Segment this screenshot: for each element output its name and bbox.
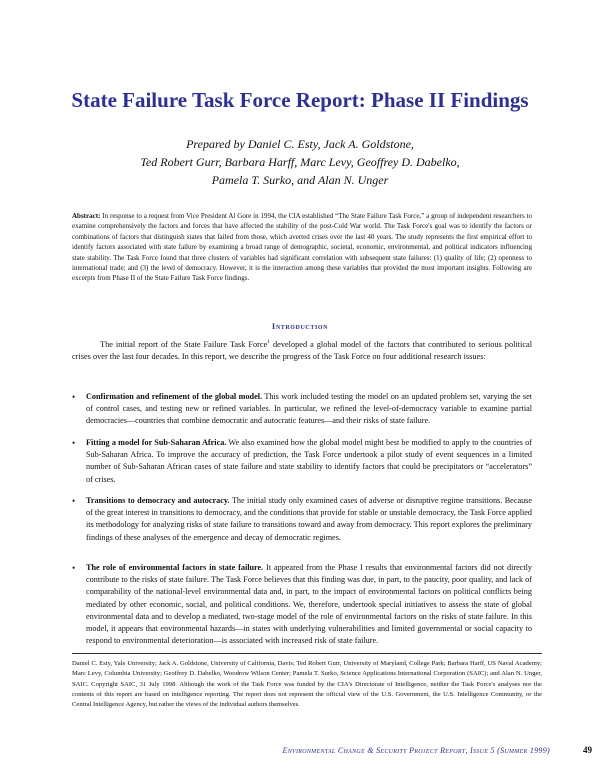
introduction-heading: Introduction xyxy=(271,321,329,331)
list-item xyxy=(72,437,532,486)
page-title: State Failure Task Force Report: Phase II Findings xyxy=(71,88,529,112)
bullet-icon: • xyxy=(72,438,76,448)
introduction-paragraph xyxy=(72,336,532,363)
bullet-text: The initial study only examined cases of adverse or disruptive regime transitions. Because of the great interest in transitions to democracy, and the conditions that provide for stable or unstable democracy, the Task Force applied its methodology for analyzing risks of state failure to transitions toward and away from democracy. This report explores the preliminary findings of these analyses of the emergence and decay of democratic regimes. xyxy=(86,496,533,542)
intro-text-part2: developed a global model of the factors that contributed to serious political crises over the last four decades. In this report, we describe the progress of the Task Force on four additional research issues: xyxy=(72,339,532,361)
author-line: Prepared by Daniel C. Esty, Jack A. Goldstone, xyxy=(186,137,414,151)
footnote-divider xyxy=(72,653,542,654)
list-item xyxy=(72,391,532,428)
bullet-text: We also examined how the global model might best be modified to apply to the countries of Sub-Saharan Africa. To improve the accuracy of prediction, the Task Force undertook a pilot study of event sequences in a limited number of Sub-Saharan African cases of state failure and state stability to identify factors that could be precipitators or “accelerators” of crises. xyxy=(86,438,533,484)
author-line: Pamela T. Surko, and Alan N. Unger xyxy=(211,173,389,187)
footnote: Daniel C. Esty, Yale University; Jack A. Goldstone, University of California, Davis; Ted Robert Gurr, University of Maryland, College Park; Barbara Harff, US Naval Academy; Marc Levy, Columbia University; Geoffrey D. Dabelko, Woodrow Wilson Center; Pamela T. Surko, Science Applications International Corporation (SAIC); and Alan N. Unger, SAIC. Copyright SAIC, 31 July 1998. Although the work of the Task Force was funded by the CIA's Directorate of Intelligence, neither the Task Force's analyses nor the contents of this report are based on intelligence reporting. The report does not represent the official view of the U.S. Government, the U.S. Intelligence Community, or the Central Intelligence Agency, but rather the views of the individual authors themselves. xyxy=(72,660,542,709)
bullet-lead: Confirmation and refinement of the global model. xyxy=(86,392,263,401)
abstract-label: Abstract: xyxy=(72,212,101,220)
abstract-text: In response to a request from Vice President Al Gore in 1994, the CIA established “The State Failure Task Force,” a group of independent researchers to examine comprehensively the factors and forces that have affected the stability of the post-Cold War world. The Task Force's goal was to identify the factors or combinations of factors that distinguish states that failed from those, which averted crises over the last 40 years. The study represents the first empirical effort to identify factors associated with state failure by examining a broad range of demographic, societal, economic, environmental, and political indicators influencing state stability. The Task Force found that three clusters of variables had significant correlation with subsequent state failures: (1) quality of life; (2) openness to international trade; and (3) the level of democracy. However, it is the interaction among these variables that provided the most important insights. Following are excerpts from Phase II of the State Failure Task Force findings. xyxy=(72,212,532,283)
intro-text-part1: The initial report of the State Failure Task Force xyxy=(100,339,268,349)
bullet-icon: • xyxy=(72,496,76,506)
bullet-icon: • xyxy=(72,563,76,573)
running-footer: Environmental Change & Security Project Report, Issue 5 (Summer 1999) xyxy=(282,746,550,755)
abstract xyxy=(72,211,532,284)
list-item xyxy=(72,562,532,647)
page-number: 49 xyxy=(583,745,592,755)
bullet-icon: • xyxy=(72,392,76,402)
bullet-text: This work included testing the model on an updated problem set, varying the set of control cases, and testing new or refined variables. In particular, we refined the level-of-democracy variable to examine partial democracies—countries that combine democratic and autocratic features—and their risks of state failure. xyxy=(86,392,532,426)
author-block xyxy=(0,135,600,189)
bullet-text: It appeared from the Phase I results that environmental factors did not directly contribute to the risks of state failure. The Task Force believes that this finding was due, in part, to the paucity, poor quality, and lack of comparability of the national-level environmental data and, in part, to the impact of environmental factors on political conflicts being mediated by other economic, social, and political conditions. We, therefore, undertook special initiatives to assess the state of global environmental data and to develop a mediated, two-stage model of the role of environmental factors on the risks of state failure. In this model, it appears that environmental hazards—in states with underlying vulnerabilities and limited governmental or social capacity to respond to environmental deterioration—is associated with increased risk of state failure. xyxy=(86,563,532,646)
list-item xyxy=(72,495,532,544)
bullet-lead: The role of environmental factors in state failure. xyxy=(86,563,264,572)
bullet-lead: Fitting a model for Sub-Saharan Africa. xyxy=(86,438,227,447)
bullet-lead: Transitions to democracy and autocracy. xyxy=(86,496,230,505)
author-line: Ted Robert Gurr, Barbara Harff, Marc Levy, Geoffrey D. Dabelko, xyxy=(140,155,460,169)
footnote-marker: 1 xyxy=(267,339,271,345)
